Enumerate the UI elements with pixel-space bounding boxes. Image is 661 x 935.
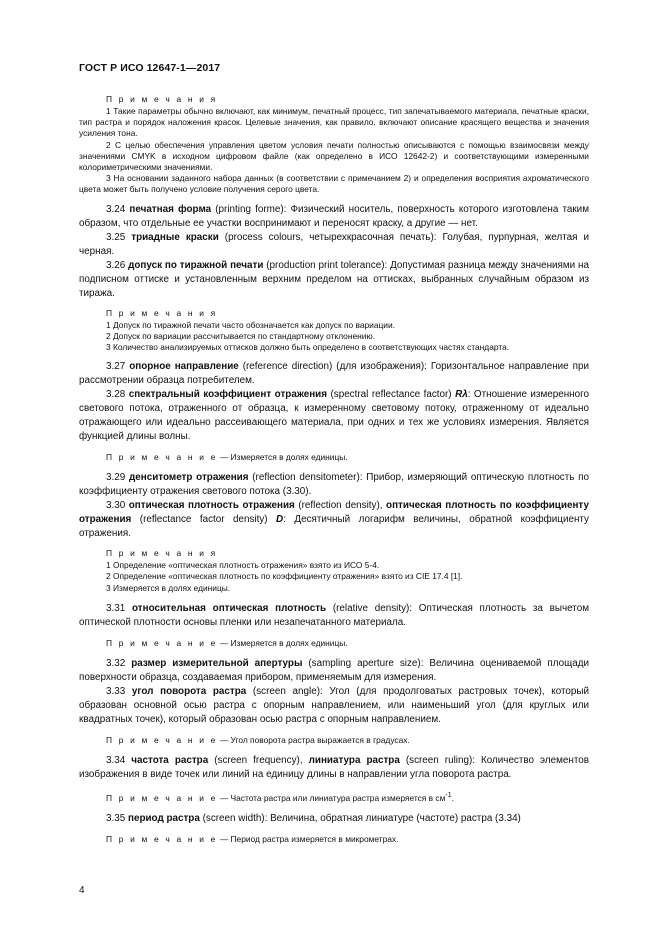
term-3-29: 3.29 денситометр отражения (reflection densitometer): Прибор, измеряющий оптическую плотность по коэффициенту отражения светового потока (3.30). xyxy=(79,472,590,498)
note-item: 1 Допуск по тиражной печати часто обозначается как допуск по вариации. xyxy=(106,319,395,330)
term-3-34: 3.34 частота растра (screen frequency), линиатура растра (screen ruling): Количество элементов изображения в виде точек или линий на единицу длины в направлении угла поворота растра. xyxy=(79,754,589,780)
note-item: 2 С целью обеспечения управления цветом условия печати полностью описываются с помощью взаимосвязи между значениями CMYK в исходном цифровом файле (как определено в ИСО 12642-2) и соответствующими измеренными колориметрическими значениями. xyxy=(79,139,589,173)
page-content xyxy=(79,94,589,845)
page-header: ГОСТ Р ИСО 12647-1—2017 xyxy=(79,62,221,74)
term-3-32: 3.32 размер измерительной апертуры (sampling aperture size): Величина оцениваемой площади поверхности образца, создаваемая прибором, применяемым для измерения. xyxy=(79,657,589,683)
term-3-27: 3.27 опорное направление (reference direction) (для изображения): Горизонтальное направление при рассмотрении образца потребителем. xyxy=(79,361,589,387)
note-item: 3 Измеряется в долях единицы. xyxy=(106,582,231,593)
note-item: 2 Определение «оптическая плотность по коэффициенту отражения» взято из CIE 17.4 [1]. xyxy=(106,571,463,582)
notes-label: П р и м е ч а н и я xyxy=(106,94,218,104)
term-3-24: 3.24 печатная форма (printing forme): Физический носитель, поверхность которого изготовлена таким образом, что отдельные ее участки воспринимают и переносят краску, а другие — нет. xyxy=(79,203,589,229)
note-item: 3 На основании заданного набора данных (в соответствии с примечанием 2) и определения восприятия ахроматического цвета может быть получено условие получения серого цвета. xyxy=(79,173,589,195)
note-item: 2 Допуск по вариации рассчитывается по стандартному отклонению. xyxy=(106,330,376,341)
note-3-34: П р и м е ч а н и е — Частота растра или линиатура растра измеряется в $см^{-1}$. xyxy=(106,791,454,803)
note-3-31: П р и м е ч а н и е — Измеряется в долях единицы. xyxy=(106,637,348,648)
notes-label: П р и м е ч а н и я xyxy=(106,548,218,559)
term-3-25: 3.25 триадные краски (process colours, четырехкрасочная печать): Голубая, пурпурная, желтая и черная. xyxy=(79,231,589,257)
term-3-33: 3.33 угол поворота растра (screen angle): Угол (для продолговатых растровых точек), который образован основной осью растра с опорным направлением, или наименьший угол (для круглых или квадратных точек), который образован осью растра с опорным направлением. xyxy=(79,685,589,725)
term-3-28: 3.28 спектральный коэффициент отражения (spectral reflectance factor) Rλ: Отношение измеренного светового потока, отраженного от образца, к измеренному световому потоку, отраженному от идеально отражающего или идеально рассеивающего материала, при одних и тех же условиях измерения. Является функцией длины волны. xyxy=(79,389,589,443)
note-item: 3 Количество анализируемых оттисков должно быть определено в соответствующих частях стандарта. xyxy=(106,342,510,353)
term-3-35: 3.35 период растра (screen width): Величина, обратная линиатуре (частоте) растра (3.34) xyxy=(106,812,521,824)
notes-label: П р и м е ч а н и я xyxy=(106,307,218,318)
term-3-26: 3.26 допуск по тиражной печати (production print tolerance): Допустимая разница между значениями на подписном оттиске и установленным верхним пределом на оттисках, выбранных случайным образом из тиража. xyxy=(79,259,589,299)
term-3-30: 3.30 оптическая плотность отражения (reflection density), оптическая плотность по коэффициенту отражения (reflectance factor density) D: Десятичный логарифм величины, обратной коэффициенту отражения. xyxy=(79,500,589,540)
note-3-35: П р и м е ч а н и е — Период растра измеряется в микрометрах. xyxy=(106,833,399,844)
page-number: 4 xyxy=(79,885,85,896)
term-3-31: 3.31 относительная оптическая плотность (relative density): Оптическая плотность за вычетом оптической плотности основы пленки или незапечатанного материала. xyxy=(79,602,589,628)
note-item: 1 Определение «оптическая плотность отражения» взято из ИСО 5-4. xyxy=(106,560,380,571)
note-3-33: П р и м е ч а н и е — Угол поворота растра выражается в градусах. xyxy=(106,734,410,745)
note-3-28: П р и м е ч а н и е — Измеряется в долях единицы. xyxy=(106,452,348,463)
note-item: 1 Такие параметры обычно включают, как минимум, печатный процесс, тип запечатываемого материала, печатные краски, тип растра и порядок наложения красок. Целевые значения, как правило, включают описание красящего вещества и значения усиления тона. xyxy=(79,106,589,139)
